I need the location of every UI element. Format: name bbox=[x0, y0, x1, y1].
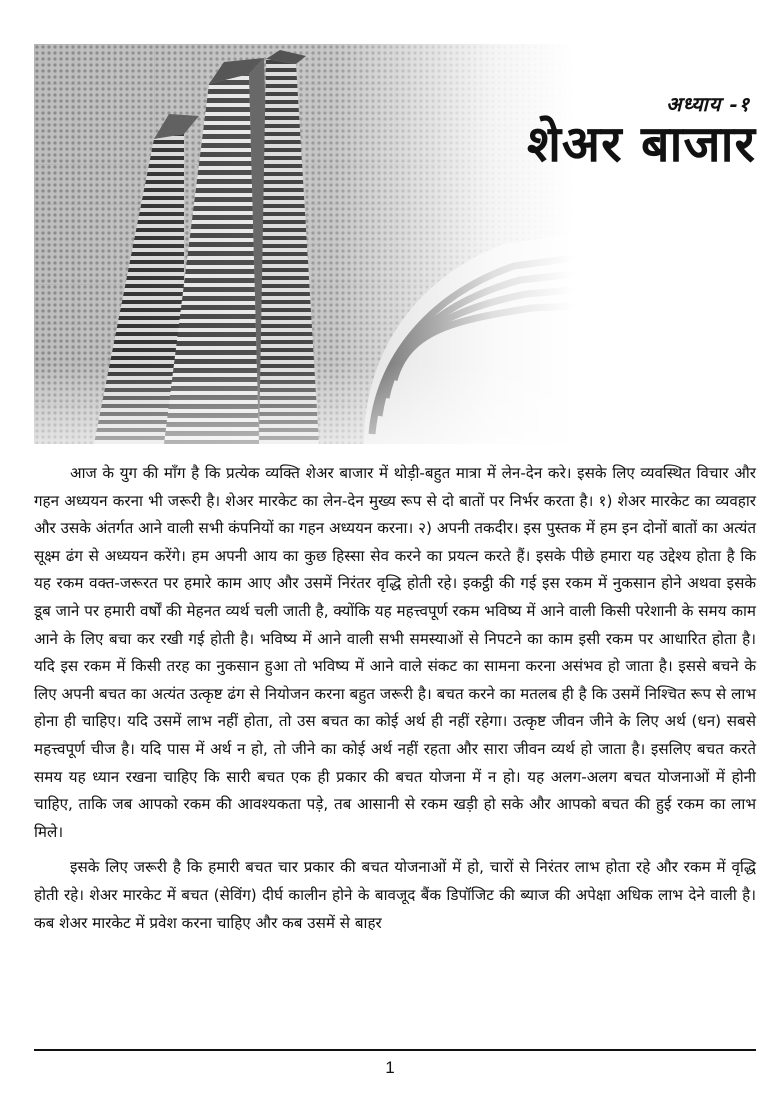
paragraph-1: आज के युग की माँग है कि प्रत्येक व्यक्ति शेअर बाजार में थोड़ी-बहुत मात्रा में लेन-देन करे। इसके लिए व्यवस्थित विचार और गहन अध्ययन करना भी जरूरी है। शेअर मारकेट का लेन-देन मुख्य रूप से दो बातों पर निर्भर करता है। १) शेअर मारकेट का व्यवहार और उसके अंतर्गत आने वाली सभी कंपनियों का गहन अध्ययन करना। २) अपनी तकदीर। इस पुस्तक में हम इन दोनों बातों का अत्यंत सूक्ष्म ढंग से अध्ययन करेंगे। हम अपनी आय का कुछ हिस्सा सेव करने का प्रयत्न करते हैं। इसके पीछे हमारा यह उद्देश्य होता है कि यह रकम वक्त-जरूरत पर हमारे काम आए और उसमें निरंतर वृद्धि होती रहे। इकट्ठी की गई इस रकम में नुकसान होने अथवा इसके डूब जाने पर हमारी वर्षों की मेहनत व्यर्थ चली जाती है, क्योंकि यह महत्त्वपूर्ण रकम भविष्य में आने वाली किसी परेशानी के समय काम आने के लिए बचा कर रखी गई होती है। भविष्य में आने वाली सभी समस्याओं से निपटने का काम इसी रकम पर आधारित होता है। यदि इस रकम में किसी तरह का नुकसान हुआ तो भविष्य में आने वाले संकट का सामना करना असंभव हो जाता है। इससे बचने के लिए अपनी बचत का अत्यंत उत्कृष्ट ढंग से नियोजन करना बहुत जरूरी है। बचत करने का मतलब ही है कि उसमें निश्चित रूप से लाभ होना ही चाहिए। यदि उसमें लाभ नहीं होता, तो उस बचत का कोई अर्थ ही नहीं रहेगा। उत्कृष्ट जीवन जीने के लिए अर्थ (धन) सबसे महत्त्वपूर्ण चीज है। यदि पास में अर्थ न हो, तो जीने का कोई अर्थ नहीं रहता और सारा जीवन व्यर्थ हो जाता है। इसलिए बचत करते समय यह ध्यान रखना चाहिए कि सारी बचत एक ही प्रकार की बचत योजना में न हो। यह अलग-अलग बचत योजनाओं में होनी चाहिए, ताकि जब आपको रकम की आवश्यकता पड़े, तब आसानी से रकम खड़ी हो सके और आपको बचत की हुई रकम का लाभ मिले। bbox=[34, 464, 757, 841]
body-text bbox=[34, 460, 756, 945]
paragraph-2: इसके लिए जरूरी है कि हमारी बचत चार प्रकार की बचत योजनाओं में हो, चारों से निरंतर लाभ होता रहे और रकम में वृद्धि होती रहे। शेअर मारकेट में बचत (सेविंग) दीर्घ कालीन होने के बावजूद बैंक डिपॉजिट की ब्याज की अपेक्षा अधिक लाभ देने वाली है। कब शेअर मारकेट में प्रवेश करना चाहिए और कब उसमें से बाहर bbox=[34, 858, 756, 932]
chapter-title: शेअर बाजार bbox=[526, 115, 756, 173]
chapter-label: अध्याय -१ bbox=[666, 92, 750, 116]
footer-rule bbox=[34, 1049, 756, 1051]
stock-exchange-building-photo bbox=[34, 44, 574, 444]
page-number: 1 bbox=[385, 1058, 395, 1077]
